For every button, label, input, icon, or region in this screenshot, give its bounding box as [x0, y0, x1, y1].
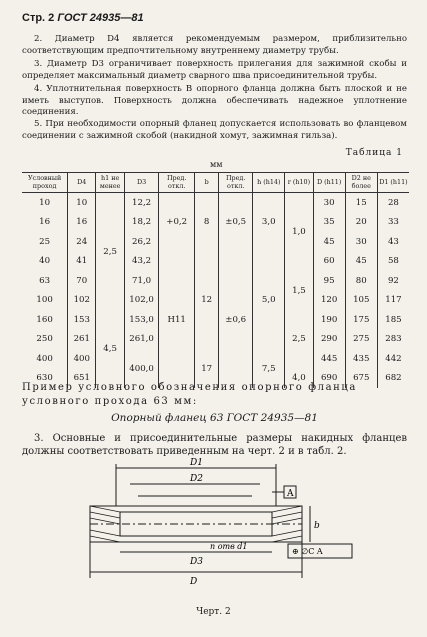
- cell-b-tol: ±0,6: [219, 252, 253, 389]
- col-header: r (h10): [285, 173, 313, 193]
- col-header: Пред. откл.: [159, 173, 195, 193]
- table-unit: мм: [210, 160, 223, 169]
- cell-d: 30: [313, 193, 345, 213]
- cell-dn: 160: [36, 314, 53, 325]
- cell-d4: 261: [68, 330, 96, 350]
- cell-d2: 105: [345, 291, 377, 311]
- cell-d: 60: [313, 252, 345, 272]
- label-datum-a: A: [287, 489, 294, 499]
- paragraph-3-clamp: 3. Основные и присоединительные размеры накидных фланцев должны соответствовать приведенным на черт. 2 и в табл. 2.: [22, 433, 407, 457]
- label-b: b: [314, 521, 320, 531]
- cell-d2: 175: [345, 310, 377, 330]
- cell-d4: 400: [68, 349, 96, 369]
- cell-h1: 2,5: [96, 193, 125, 311]
- flange-drawing: [60, 456, 360, 604]
- cell-dn: 63: [39, 275, 51, 286]
- cell-d2: 45: [345, 252, 377, 272]
- example-designation: Опорный фланец 63 ГОСТ 24935—81: [111, 412, 318, 424]
- cell-d4: 153: [68, 310, 96, 330]
- table-row: [22, 193, 409, 213]
- page-number: Стр. 2: [22, 12, 55, 24]
- cell-d4: 102: [68, 291, 96, 311]
- cell-b: 12: [195, 252, 219, 350]
- cell-d3: 400,0: [124, 349, 158, 388]
- cell-h1: 4,5: [96, 310, 125, 388]
- cell-d2: 275: [345, 330, 377, 350]
- cell-d3: 18,2: [124, 213, 158, 233]
- label-d: D: [190, 577, 198, 587]
- cell-dn: 10: [39, 197, 51, 208]
- cell-dn: 16: [39, 217, 51, 228]
- cell-d1: 43: [377, 232, 409, 252]
- col-header: D4: [68, 173, 96, 193]
- cell-d2: 30: [345, 232, 377, 252]
- cell-dn: 630: [36, 373, 53, 384]
- cell-dn: 400: [36, 353, 53, 364]
- cell-d1: 33: [377, 213, 409, 233]
- cell-d: 120: [313, 291, 345, 311]
- cell-h: 7,5: [253, 349, 285, 388]
- cell-d3: 43,2: [124, 252, 158, 272]
- paragraph-2: 2. Диаметр D4 является рекомендуемым размером, приблизительно соответствующим предпочтительному внутреннему диаметру трубы.: [22, 34, 407, 56]
- cell-dn: 40: [39, 256, 51, 267]
- table-row: [22, 349, 409, 369]
- cell-d4: 70: [68, 271, 96, 291]
- cell-b: 8: [195, 193, 219, 252]
- cell-h: 5,0: [253, 252, 285, 350]
- example-intro: [22, 381, 407, 409]
- cell-dn: 250: [36, 334, 53, 345]
- paragraph-3: 3. Диаметр D3 ограничивает поверхность прилегания для зажимной скобы и определяет максимальный диаметр сварного шва присоединительной трубы.: [22, 59, 407, 81]
- cell-d4: 41: [68, 252, 96, 272]
- table-header-row: [22, 173, 409, 193]
- cell-d1: 442: [377, 349, 409, 369]
- cell-d3: 153,0: [124, 310, 158, 330]
- col-header: h1 не менее: [96, 173, 125, 193]
- cell-h: 3,0: [253, 193, 285, 252]
- col-header: D (h11): [313, 173, 345, 193]
- cell-d4: 24: [68, 232, 96, 252]
- cell-dn: 25: [39, 236, 51, 247]
- col-header: D3: [124, 173, 158, 193]
- cell-d3-tol: +0,2: [159, 193, 195, 252]
- label-position-tolerance: ⊕ ∅С A: [292, 547, 323, 556]
- label-holes: n отв d1: [210, 542, 248, 551]
- cell-r: 4,0: [285, 369, 313, 389]
- cell-d: 190: [313, 310, 345, 330]
- paragraph-4: 4. Уплотнительная поверхность B опорного фланца должна быть плоской и не иметь выступов. Поверхность должна обеспечивать надежное уплотнение соединения.: [22, 84, 407, 117]
- cell-d3: 261,0: [124, 330, 158, 350]
- cell-d1: 28: [377, 193, 409, 213]
- label-d1: D1: [190, 458, 203, 468]
- cell-d4: 10: [68, 193, 96, 213]
- cell-d: 45: [313, 232, 345, 252]
- cell-d3-tol: H11: [159, 252, 195, 389]
- paragraph-5: 5. При необходимости опорный фланец допускается использовать во фланцевом соединении с зажимной скобой (накидной хомут, зажимная гильза).: [22, 119, 407, 141]
- cell-r: 1,0: [285, 193, 313, 272]
- cell-d4: 651: [68, 369, 96, 389]
- cell-d3: 102,0: [124, 291, 158, 311]
- col-header: Пред. откл.: [219, 173, 253, 193]
- cell-d1: 58: [377, 252, 409, 272]
- cell-d3: 26,2: [124, 232, 158, 252]
- cell-d1: 185: [377, 310, 409, 330]
- cell-r: 2,5: [285, 310, 313, 369]
- cell-d1: 117: [377, 291, 409, 311]
- cell-r: 1,5: [285, 271, 313, 310]
- cell-d: 690: [313, 369, 345, 389]
- cell-d3: 71,0: [124, 271, 158, 291]
- cell-d: 35: [313, 213, 345, 233]
- cell-d: 290: [313, 330, 345, 350]
- page-header: [22, 12, 144, 24]
- cell-d2: 80: [345, 271, 377, 291]
- cell-d2: 675: [345, 369, 377, 389]
- cell-d2: 15: [345, 193, 377, 213]
- label-d3: D3: [190, 557, 203, 567]
- table-row: [22, 252, 409, 272]
- cell-d2: 435: [345, 349, 377, 369]
- standard-number: ГОСТ 24935—81: [57, 12, 144, 24]
- cell-d: 95: [313, 271, 345, 291]
- cell-d4: 16: [68, 213, 96, 233]
- col-header: Условный проход: [22, 173, 68, 193]
- example-intro-text: Пример условного обозначения опорного фланца условного прохода 63 мм:: [22, 382, 357, 407]
- cell-d1: 283: [377, 330, 409, 350]
- col-header: D2 не более: [345, 173, 377, 193]
- table-title: Таблица 1: [345, 148, 403, 158]
- cell-d2: 20: [345, 213, 377, 233]
- col-header: b: [195, 173, 219, 193]
- flange-table: [22, 172, 409, 388]
- col-header: h (h14): [253, 173, 285, 193]
- col-header: D1 (h11): [377, 173, 409, 193]
- cell-d1: 682: [377, 369, 409, 389]
- cell-b-tol: ±0,5: [219, 193, 253, 252]
- cell-d: 445: [313, 349, 345, 369]
- label-d2: D2: [190, 474, 203, 484]
- cell-dn: 100: [36, 295, 53, 306]
- cell-b: 17: [195, 349, 219, 388]
- cell-d1: 92: [377, 271, 409, 291]
- drawing-caption: Черт. 2: [196, 607, 231, 617]
- cell-d3: 12,2: [124, 193, 158, 213]
